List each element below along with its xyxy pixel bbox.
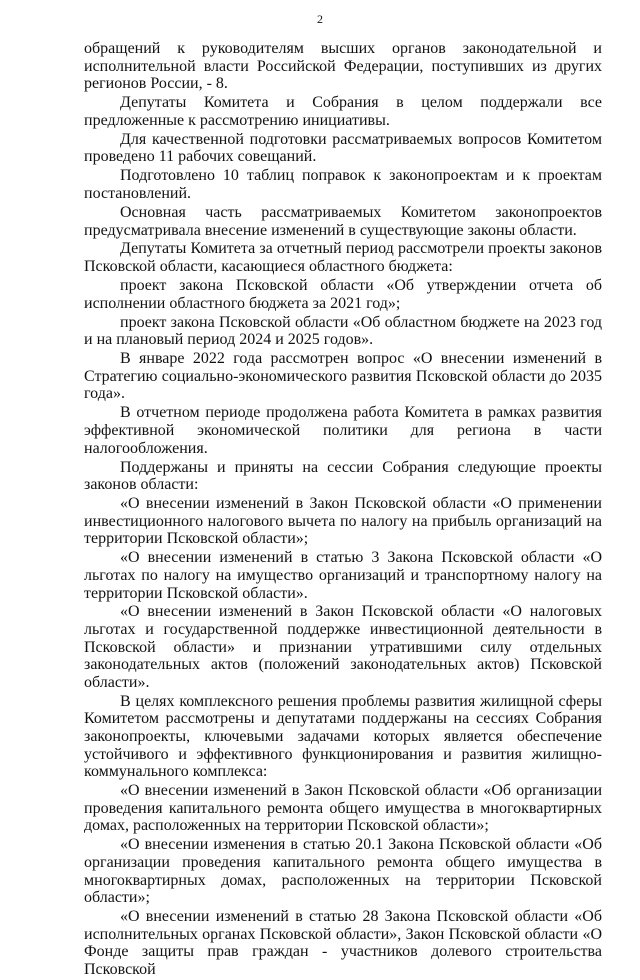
paragraph: проект закона Псковской области «Об областном бюджете на 2023 год и на плановый период 2024 и 2025 годов». bbox=[84, 313, 602, 349]
paragraph: «О внесении изменений в Закон Псковской области «О применении инвестиционного налогового вычета по налогу на прибыль организаций на территории Псковской области»; bbox=[84, 495, 602, 548]
paragraph: Депутаты Комитета и Собрания в целом поддержали все предложенные к рассмотрению инициативы. bbox=[84, 94, 602, 129]
document-body bbox=[84, 40, 602, 980]
paragraph: В январе 2022 года рассмотрен вопрос «О внесении изменений в Стратегию социально-экономического развития Псковской области до 2035 года». bbox=[84, 350, 602, 403]
paragraph: «О внесении изменений в Закон Псковской области «Об организации проведения капитального ремонта общего имущества в многоквартирных домах, расположенных на территории Псковской области»; bbox=[84, 782, 602, 835]
paragraph: В отчетном периоде продолжена работа Комитета в рамках развития эффективной экономической политики для региона в части налогообложения. bbox=[84, 404, 602, 457]
paragraph: Основная часть рассматриваемых Комитетом законопроектов предусматривала внесение изменений в существующие законы области. bbox=[84, 203, 602, 239]
paragraph: Подготовлено 10 таблиц поправок к законопроектам и к проектам постановлений. bbox=[84, 167, 602, 202]
page-number: 2 bbox=[317, 12, 323, 26]
paragraph: обращений к руководителям высших органов законодательной и исполнительной власти Российской Федерации, поступивших из других регионов России, - 8. bbox=[84, 40, 602, 93]
paragraph: В целях комплексного решения проблемы развития жилищной сферы Комитетом рассмотрены и депутатами поддержаны на сессиях Собрания законопроекты, ключевыми задачами которых является обеспечение устойчивого и эффективного функционирования и развития жилищно-коммунального комплекса: bbox=[84, 692, 602, 781]
paragraph: «О внесении изменений в статью 3 Закона Псковской области «О льготах по налогу на имущество организаций и транспортному налогу на территории Псковской области». bbox=[84, 549, 602, 602]
paragraph: Для качественной подготовки рассматриваемых вопросов Комитетом проведено 11 рабочих совещаний. bbox=[84, 130, 602, 166]
paragraph: проект закона Псковской области «Об утверждении отчета об исполнении областного бюджета за 2021 год»; bbox=[84, 277, 602, 312]
paragraph: Поддержаны и приняты на сессии Собрания следующие проекты законов области: bbox=[84, 458, 602, 494]
paragraph: «О внесении изменений в статью 28 Закона Псковской области «Об исполнительных органах Псковской области», Закон Псковской области «О Фонде защиты прав граждан - участников долевого строительства Псковской bbox=[84, 908, 602, 978]
paragraph: «О внесении изменений в Закон Псковской области «О налоговых льготах и государственной поддержке инвестиционной деятельности в Псковской области» и признании утратившими силу отдельных законодательных актов (положений законодательных актов) Псковской области». bbox=[84, 603, 602, 691]
paragraph: Депутаты Комитета за отчетный период рассмотрели проекты законов Псковской области, касающиеся областного бюджета: bbox=[84, 240, 602, 276]
paragraph: «О внесении изменения в статью 20.1 Закона Псковской области «Об организации проведения капитального ремонта общего имущества в многоквартирных домах, расположенных на территории Псковской области»; bbox=[84, 836, 602, 907]
